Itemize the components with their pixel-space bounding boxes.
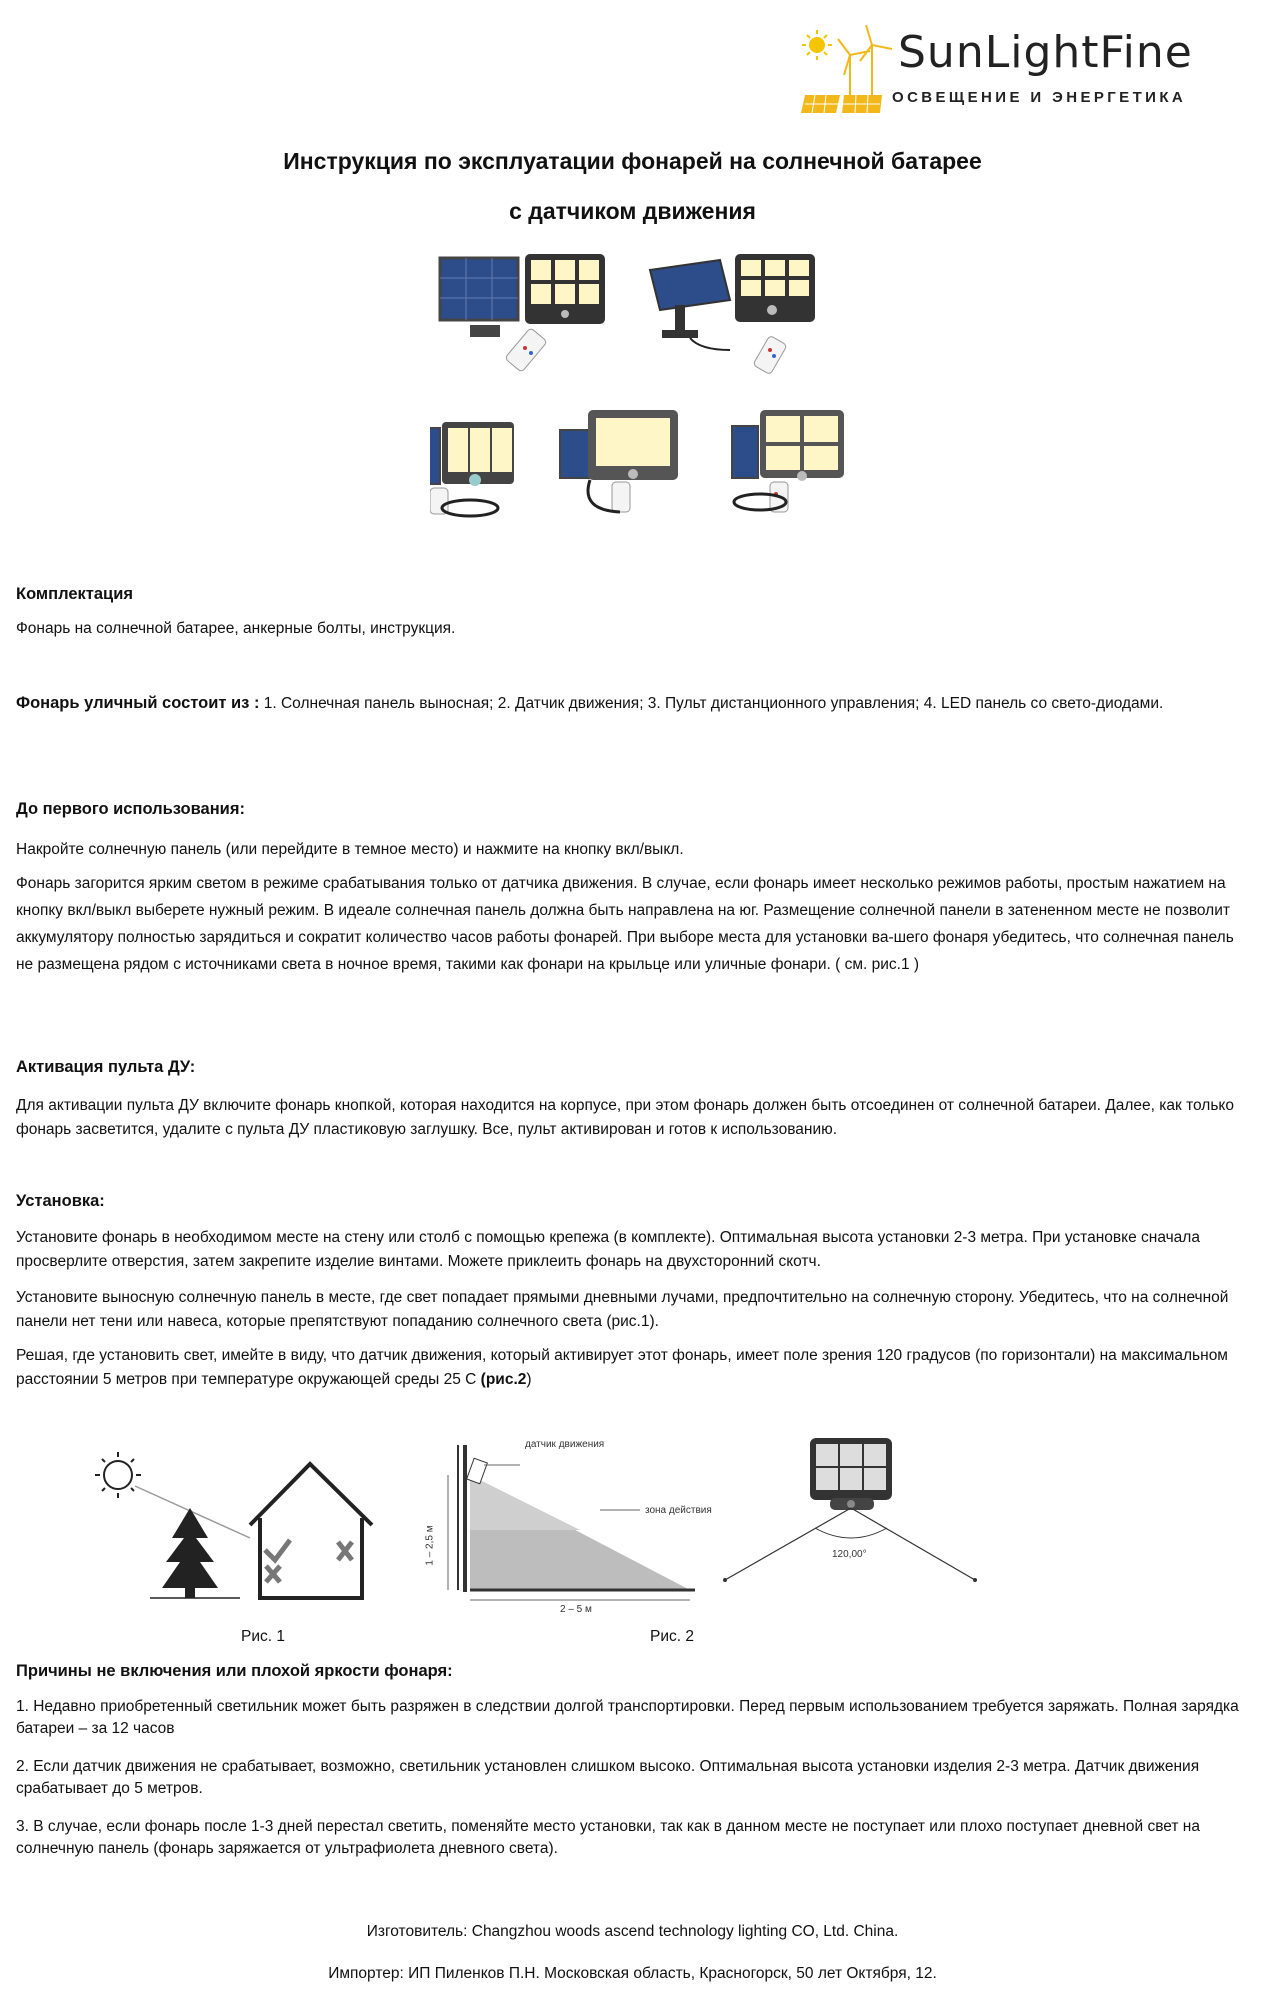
install-p2: Установите выносную солнечную панель в месте, где свет попадает прямыми дневными лучами, предпочтительно на солнечную сторону. Убедитесь, что на солнечной панели нет тени или навеса, которые препятствуют попаданию солнечного света (рис.1).: [16, 1289, 1229, 1330]
figures-diagram: [0, 1430, 1265, 1620]
install-p3: [16, 1344, 1241, 1392]
sun-icon: [95, 1452, 141, 1498]
problem-item: 2. Если датчик движения не срабатывает, возможно, светильник установлен слишком высоко. Оптимальная высота установки изделия 2-3 метра. Датчик движения срабатывает до 5 метров.: [16, 1758, 1200, 1797]
install-p3-ref: (рис.2: [480, 1371, 527, 1388]
figure-2-angle: [723, 1438, 977, 1582]
before-use-p1: Накройте солнечную панель (или перейдите в темное место) и нажмите на кнопку вкл/выкл.: [16, 841, 684, 858]
install-heading: Установка:: [16, 1192, 105, 1210]
composition-text: 1. Солнечная панель выносная; 2. Датчик движения; 3. Пульт дистанционного управления; 4. LED панель со свето-диодами.: [259, 695, 1164, 712]
composition-paragraph: [16, 690, 1241, 717]
install-p3-text: Решая, где установить свет, имейте в виду, что датчик движения, который активирует этот фонарь, имеет поле зрения 120 градусов (по горизонтали) на максимальном расстоянии 5 метров при температуре окружающей среды 25 С: [16, 1347, 1228, 1388]
install-p3-end: ): [526, 1371, 532, 1388]
page-subtitle: с датчиком движения: [509, 198, 756, 224]
cross-mark-icon: [266, 1542, 352, 1582]
distance-label: 2 – 5 м: [560, 1604, 592, 1615]
sun-wind-logo-icon: [800, 25, 900, 115]
kit-heading: Комплектация: [16, 585, 133, 603]
check-mark-icon: [265, 1540, 290, 1560]
problem-item: 1. Недавно приобретенный светильник может быть разряжен в следствии долгой транспортировки. Перед первым использованием требуется заряжать. Полная зарядка батареи – за 12 часов: [16, 1698, 1239, 1737]
kit-text: Фонарь на солнечной батарее, анкерные болты, инструкция.: [16, 620, 456, 637]
brand-tagline: ОСВЕЩЕНИЕ И ЭНЕРГЕТИКА: [892, 89, 1187, 106]
product-photo-4: [560, 410, 678, 512]
install-p1: Установите фонарь в необходимом месте на стену или столб с помощью крепежа (в комплекте). Оптимальная высота установки 2-3 метра. При установке сначала просверлите отверстия, затем закрепите изделие винтами. Можете приклеить фонарь на двухсторонний скотч.: [16, 1229, 1200, 1270]
remote-heading: Активация пульта ДУ:: [16, 1058, 196, 1076]
manufacturer: Изготовитель: Changzhou woods ascend technology lighting CO, Ltd. China.: [366, 1923, 899, 1940]
fig1-caption: Рис. 1: [241, 1628, 285, 1645]
zone-label: зона действия: [645, 1505, 712, 1516]
product-photo-1: [440, 254, 605, 372]
before-use-heading: До первого использования:: [16, 800, 245, 818]
problems-heading: Причины не включения или плохой яркости фонаря:: [16, 1662, 453, 1680]
fig2-caption: Рис. 2: [650, 1628, 694, 1645]
before-use-p2: Фонарь загорится ярким светом в режиме срабатывания только от датчика движения. В случае, если фонарь имеет несколько режимов работы, простым нажатием на кнопку вкл/выкл выберете нужный режим. В идеале солнечная панель должна быть направлена на юг. Размещение солнечной панели в затененном месте не позволит аккумулятору полностью зарядиться и сократит количество часов работы фонарей. При выборе места для установки ва-шего фонаря убедитесь, что солнечная панель не размещена рядом с источниками света в ночное время, такими как фонари на крыльце или уличные фонари. ( см. рис.1 ): [16, 875, 1234, 973]
figure-1: [95, 1452, 372, 1598]
brand-name: SunLightFine: [898, 27, 1193, 78]
remote-text: Для активации пульта ДУ включите фонарь кнопкой, которая находится на корпусе, при этом фонарь должен быть отсоединен от солнечной батареи. Далее, как только фонарь засветится, удалите с пульта ДУ пластиковую заглушку. Все, пульт активирован и готов к использованию.: [16, 1097, 1235, 1138]
sensor-label: датчик движения: [525, 1439, 605, 1450]
brand-logo: [800, 25, 1240, 115]
importer: Импортер: ИП Пиленков П.Н. Московская область, Красногорск, 50 лет Октября, 12.: [328, 1965, 937, 1982]
product-photo-2: [650, 254, 815, 375]
composition-heading: Фонарь уличный состоит из :: [16, 694, 260, 712]
product-photo-5: [732, 410, 844, 512]
motion-sensor-icon: [467, 1458, 488, 1483]
height-label: 1 – 2,5 м: [424, 1525, 436, 1566]
figure-2: [448, 1445, 695, 1600]
problem-item: 3. В случае, если фонарь после 1-3 дней перестал светить, поменяйте место установки, так как в данном месте не поступает или плохо поступает дневной свет на солнечную панель (фонарь заряжается от ультрафиолета дневного света).: [16, 1818, 1200, 1857]
tree-icon: [162, 1508, 218, 1598]
product-photo-3: [430, 422, 514, 516]
product-photos: [430, 250, 850, 520]
page-title: Инструкция по эксплуатации фонарей на солнечной батарее: [283, 148, 982, 174]
angle-label: 120,00°: [832, 1549, 867, 1560]
